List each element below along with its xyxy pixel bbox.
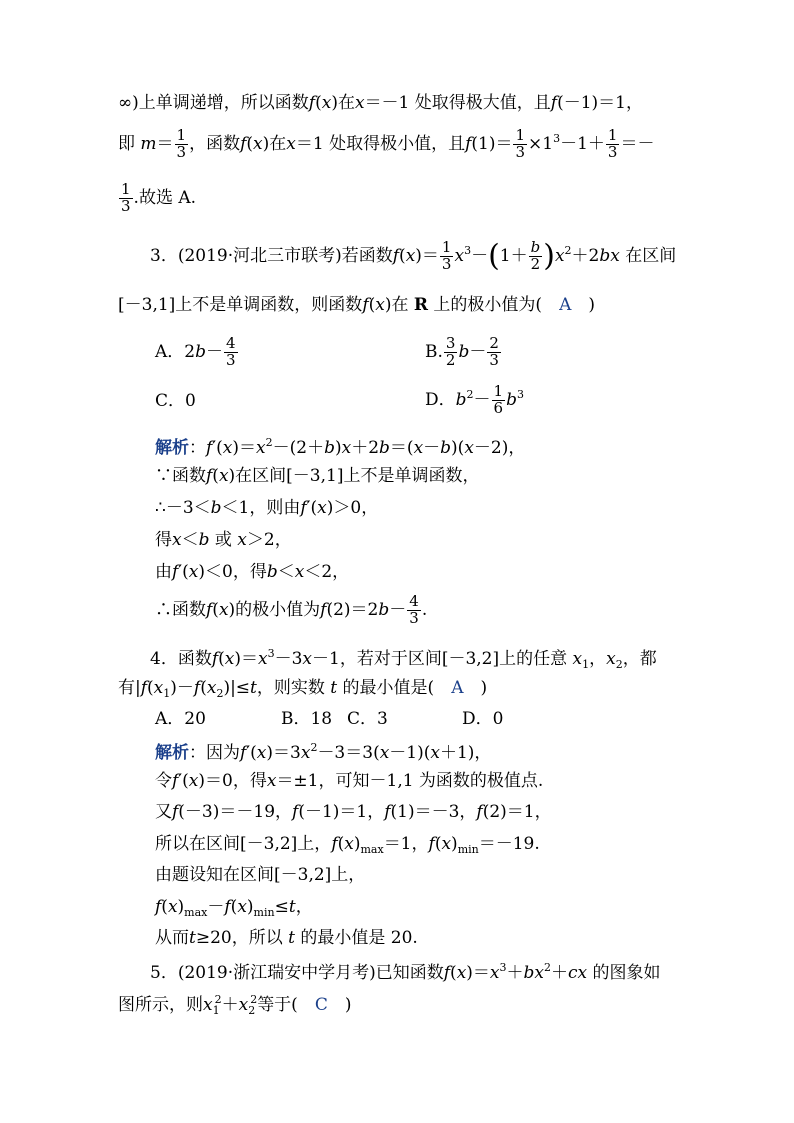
q3-solution-5: 由f′(x)＜0，得b＜x＜2， — [155, 562, 350, 582]
text-line-2: 即 m＝ $\frac{1}{3}$ ，函数f(x)在x＝1 处取得极小值，且f(1)＝ $\frac{1}{3}$ $\times 1^3-1+$ $\frac{1}{3}$ ＝－ — [118, 126, 655, 161]
q4-jiexi-label: 解析 — [155, 743, 189, 763]
text-line-3: $\frac{1}{3}$ .故选 A. — [121, 180, 197, 215]
q3-solution-6: ∴函数f(x)的极小值为f(2)＝2b－ $\frac{4}{3}$ . — [155, 592, 428, 627]
q4-solution-3: 又f(－3)＝－19，f(－1)＝1，f(1)＝－3，f(2)＝1， — [155, 802, 552, 822]
q3-solution-1: 解析：$f'(x)=x^2-(2+b)x+2b=(x-b)(x-2)$， — [155, 436, 526, 458]
q5-stem-2: 图所示，则$x_1^2+x_2^2$等于( C ) — [118, 993, 352, 1017]
q4-solution-1: 解析：因为$f'(x)=3x^2-3=3(x-1)(x+1)$， — [155, 741, 492, 763]
q4-option-a: A．20 — [155, 709, 206, 729]
q4-solution-4: 所以在区间[－3,2]上，$f(x)_{max}=1$，$f(x)_{min}=-19$. — [155, 834, 540, 856]
q4-stem: 4．函数$f(x)=x^3-3x-1$，若对于区间[－3,2]上的任意 $x_1$，$x_2$，都 — [150, 647, 657, 671]
q3-stem-2: [－3,1]上不是单调函数，则函数f(x)在 R 上的极小值为( A ) — [118, 295, 595, 315]
q3-jiexi-label: 解析 — [155, 438, 189, 458]
q4-option-c: C．3 — [347, 709, 388, 729]
q4-option-d: D．0 — [462, 709, 504, 729]
q3-solution-2: ∵函数f(x)在区间[－3,1]上不是单调函数， — [155, 466, 480, 486]
q3-solution-4: 得x＜b 或 x＞2， — [155, 530, 292, 550]
q5-stem: 5．(2019·浙江瑞安中学月考)已知函数$f(x)=x^3+bx^2+cx$ 的图象如 — [150, 961, 661, 983]
q3-option-d: D．$b^2-$ $\frac{1}{6}$ $b^3$ — [425, 382, 524, 417]
q3-option-b: B. $\frac{3}{2}$ b－ $\frac{2}{3}$ — [425, 334, 499, 369]
q4-stem-2: 有$|f(x_1)-f(x_2)|\le t$，则实数 t 的最小值是( A ) — [118, 678, 488, 700]
q3-option-c: C．0 — [155, 391, 196, 411]
text-line-1: ∞)上单调递增，所以函数f(x)在x＝－1 处取得极大值，且f(－1)＝1， — [118, 93, 643, 113]
q4-solution-5: 由题设知在区间[－3,2]上， — [155, 865, 366, 885]
q4-solution-6: $f(x)_{max}-f(x)_{min}\le t$， — [155, 897, 313, 919]
q4-solution-2: 令f′(x)＝0，得x＝±1，可知－1,1 为函数的极值点. — [155, 771, 544, 791]
q4-solution-7: 从而t≥20，所以 t 的最小值是 20. — [155, 928, 418, 948]
q3-option-a: A．2b－ $\frac{4}{3}$ — [155, 334, 236, 369]
q3-stem: 3．(2019·河北三市联考)若函数f(x)＝ $\frac{1}{3}$ $x^3-(1+$ $\frac{b}{2}$ )$x^2+2bx$ 在区间 — [150, 238, 677, 274]
q4-option-b: B．18 — [281, 709, 333, 729]
q3-solution-3: ∴－3＜b＜1，则由f′(x)＞0， — [155, 498, 379, 518]
